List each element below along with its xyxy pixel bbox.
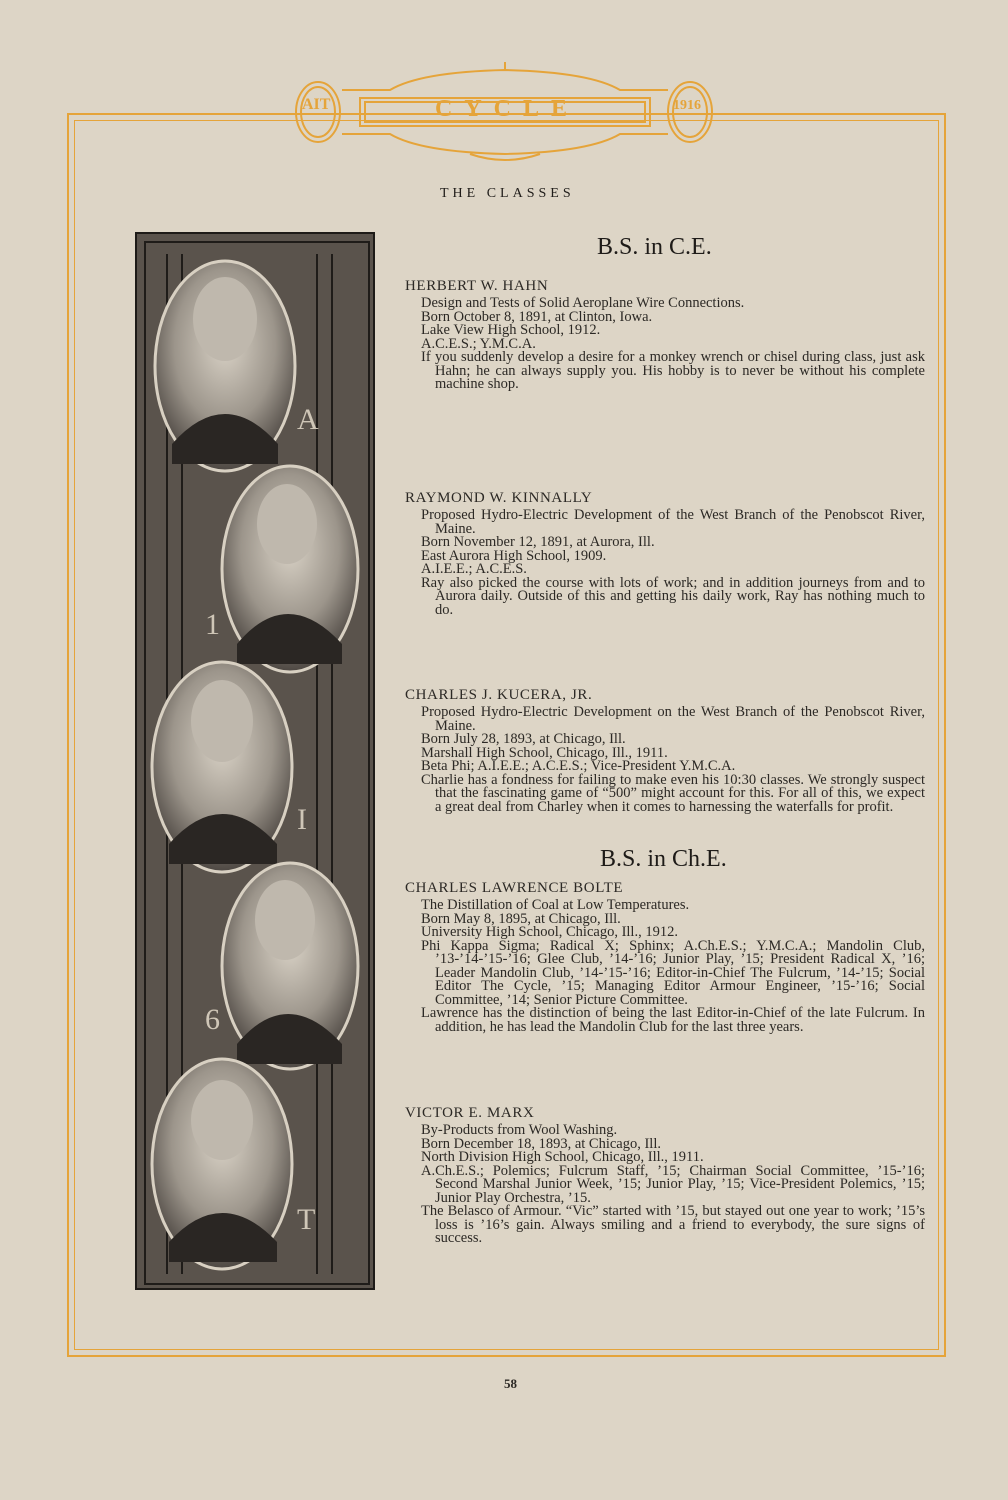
entry-name: VICTOR E. MARX [405, 1105, 535, 1121]
portrait-bolte [222, 863, 358, 1069]
entry-remark: If you suddenly develop a desire for a monkey wrench or chisel during class, just ask Hahn; he can always supply you. His hobby is to never be without his complete machine shop. [421, 349, 925, 392]
entry-marx [405, 1105, 925, 1246]
degree-heading-ce: B.S. in C.E. [597, 234, 712, 260]
entry-societies: Phi Kappa Sigma; Radical X; Sphinx; A.Ch.E.S.; Y.M.C.A.; Mandolin Club, ’13-’14-’15-’16; Glee Club, ’14-’16; Junior Play, ’15; President Radical X, ’16; Leader Mandolin Club, ’14-’15-’16; Editor-in-Chief The Fulcrum, ’14-’15; Social Editor The Cycle, ’15; Managing Editor Armour Engineer, ’15-’16; Social Committee, ’14; Senior Picture Committee. [421, 937, 925, 1008]
entry-hahn [405, 278, 925, 392]
section-title: THE CLASSES [440, 186, 575, 201]
entry-remark: Ray also picked the course with lots of work; and in addition journeys from and to Aurora daily. Outside of this and getting his daily work, Ray has nothing much to do. [421, 574, 925, 618]
entry-school: Lake View High School, 1912. [421, 322, 601, 338]
entry-school: Marshall High School, Chicago, Ill., 1911. [421, 744, 668, 761]
header-monogram-left: AIT [302, 96, 331, 113]
portrait-column [135, 232, 375, 1290]
entry-societies: Beta Phi; A.I.E.E.; A.C.E.S.; Vice-President Y.M.C.A. [421, 758, 736, 774]
entry-birth: Born November 12, 1891, at Aurora, Ill. [421, 534, 655, 550]
entry-birth: Born May 8, 1895, at Chicago, Ill. [421, 910, 621, 927]
entry-remark: Lawrence has the distinction of being the last Editor-in-Chief of the late Fulcrum. In addition, he has lead the Mandolin Club for the last three years. [421, 1005, 925, 1035]
entry-thesis: Proposed Hydro-Electric Development of the West Branch of the Penobscot River, Maine. [421, 507, 925, 537]
entry-school: North Division High School, Chicago, Ill., 1911. [421, 1149, 704, 1165]
entry-name: CHARLES LAWRENCE BOLTE [405, 880, 624, 896]
entry-remark: Charlie has a fondness for failing to make even his 10:30 classes. We strongly suspect that the fascinating game of “500” might account for this. For all of this, we expect a great deal from Charley when it comes to harnessing the waterfalls for profit. [421, 771, 925, 815]
entry-thesis: Design and Tests of Solid Aeroplane Wire Connections. [421, 295, 745, 311]
portrait-column-art [137, 234, 375, 1290]
entry-societies: A.Ch.E.S.; Polemics; Fulcrum Staff, ’15; Chairman Social Committee, ’15-’16; Second Marshal Junior Week, ’15; Junior Play, ’15; Vice-President Polemics, ’15; Junior Play Orchestra, ’15. [421, 1162, 925, 1206]
header-banner-title: CYCLE [434, 96, 579, 122]
entry-birth: Born December 18, 1893, at Chicago, Ill. [421, 1135, 661, 1152]
portrait-marx [152, 1059, 292, 1269]
page-number: 58 [504, 1376, 517, 1391]
portrait-kinnally [222, 466, 358, 672]
entry-name: CHARLES J. KUCERA, JR. [405, 687, 593, 703]
entry-birth: Born July 28, 1893, at Chicago, Ill. [421, 731, 626, 747]
degree-heading-che: B.S. in Ch.E. [600, 846, 727, 872]
portrait-letter-6: 6 [205, 1003, 220, 1036]
entry-name: HERBERT W. HAHN [405, 278, 549, 294]
portrait-letter-a: A [297, 403, 319, 436]
portrait-kucera [152, 662, 292, 872]
portrait-letter-t: T [297, 1203, 316, 1236]
portrait-letter-i: I [297, 803, 307, 836]
portrait-hahn [155, 261, 295, 471]
entry-school: University High School, Chicago, Ill., 1912. [421, 924, 678, 940]
entry-societies: A.I.E.E.; A.C.E.S. [421, 561, 527, 577]
portrait-letter-1: 1 [205, 608, 220, 641]
entry-societies: A.C.E.S.; Y.M.C.A. [421, 335, 536, 352]
entry-birth: Born October 8, 1891, at Clinton, Iowa. [421, 308, 653, 325]
entry-kinnally [405, 490, 925, 617]
entry-thesis: By-Products from Wool Washing. [421, 1122, 618, 1138]
entry-remark: The Belasco of Armour. “Vic” started with ’15, but stayed out one year to work; ’15’s loss is ’16’s gain. Always smiling and a friend to everybody, the sure signs of success. [421, 1203, 925, 1246]
header-monogram-right: 1916 [673, 98, 701, 113]
entry-name: RAYMOND W. KINNALLY [405, 490, 593, 506]
entry-bolte [405, 880, 925, 1034]
entry-thesis: The Distillation of Coal at Low Temperatures. [421, 897, 690, 913]
entry-thesis: Proposed Hydro-Electric Development on the West Branch of the Penobscot River, Maine. [421, 704, 925, 734]
entry-kucera [405, 687, 925, 814]
entry-school: East Aurora High School, 1909. [421, 547, 607, 564]
